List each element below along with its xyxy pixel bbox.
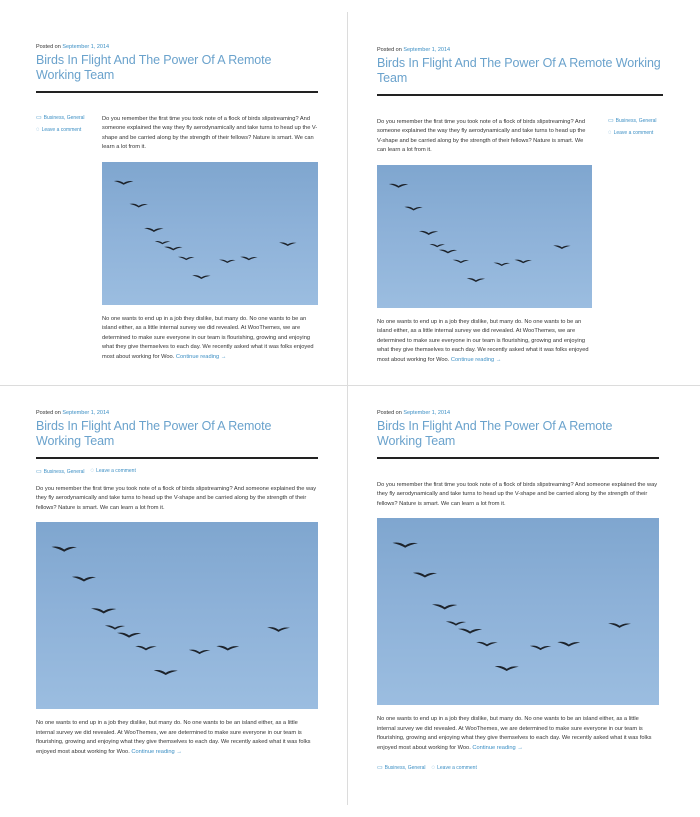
birds-flock: [377, 518, 659, 705]
horizontal-divider: [0, 385, 700, 386]
bird-silhouette: [117, 633, 141, 638]
post-paragraph-1: Do you remember the first time you took note of a flock of birds slipstreaming? And someone explained the way they fly aerodynamically and take turns to head up the V-shape and be carried along by the strength of their fellows? Nature is smart. We can learn a lot from it.: [36, 485, 317, 511]
bird-silhouette: [467, 278, 485, 282]
continue-reading-link[interactable]: Continue reading →: [131, 748, 182, 755]
title-rule: [377, 94, 663, 96]
bird-silhouette: [267, 627, 290, 632]
bird-silhouette: [105, 625, 125, 629]
title-rule: [36, 91, 318, 93]
bird-silhouette: [608, 623, 631, 628]
post-date-link[interactable]: September 1, 2014: [403, 47, 451, 53]
title-rule: [36, 457, 318, 459]
post-image: [102, 162, 318, 305]
bird-silhouette: [389, 183, 408, 187]
categories-link[interactable]: Business, General: [615, 117, 657, 124]
bird-silhouette: [154, 670, 178, 675]
post-paragraph-2: No one wants to end up in a job they dislike, but many do. No one wants to be an island either, as a little internal survey we did revealed. At WooThemes, we are determined to make sure everyone in our team is flourishing, growing and enjoying what they give themselves to each day. We recently asked what it was folks enjoyed most about working for Woo. Continue reading →: [102, 315, 314, 360]
folder-icon: ▭: [608, 117, 614, 124]
bird-silhouette: [164, 246, 182, 250]
panel-left-sidebar: [36, 44, 318, 362]
post-date-link[interactable]: September 1, 2014: [62, 410, 110, 416]
comment-icon: ◌: [36, 126, 40, 133]
bird-silhouette: [439, 249, 457, 253]
post-title[interactable]: Birds In Flight And The Power Of A Remote Working Team: [377, 56, 661, 85]
post-title[interactable]: Birds In Flight And The Power Of A Remote Working Team: [36, 53, 272, 82]
bird-silhouette: [476, 642, 498, 646]
post-meta: Posted on September 1, 2014: [36, 410, 110, 416]
panel-meta-bottom: [377, 410, 659, 771]
bird-silhouette: [72, 577, 96, 582]
bird-silhouette: [129, 203, 147, 207]
birds-flock: [36, 522, 318, 709]
bird-silhouette: [553, 245, 570, 249]
bird-silhouette: [216, 646, 239, 651]
bird-silhouette: [393, 542, 418, 547]
bird-silhouette: [432, 604, 457, 609]
post-paragraph-1: Do you remember the first time you took note of a flock of birds slipstreaming? And someone explained the way they fly aerodynamically and take turns to head up the V-shape and be carried along by the strength of their fellows? Nature is smart. We can learn a lot from it.: [377, 481, 658, 507]
bird-silhouette: [240, 256, 257, 260]
bird-silhouette: [413, 573, 437, 578]
post-meta: Posted on September 1, 2014: [36, 44, 110, 50]
bird-silhouette: [91, 608, 116, 613]
post-inline-meta: [377, 764, 659, 771]
bird-silhouette: [429, 244, 444, 247]
leave-comment-link[interactable]: Leave a comment: [41, 126, 82, 133]
title-rule: [377, 457, 659, 459]
categories-link[interactable]: Business, General: [384, 765, 426, 771]
post-meta: Posted on September 1, 2014: [377, 410, 451, 416]
post-image: [377, 165, 592, 308]
folder-icon: ▭: [36, 114, 42, 121]
comment-icon: ◌: [90, 468, 95, 474]
bird-silhouette: [557, 642, 580, 647]
post-paragraph-2: No one wants to end up in a job they dislike, but many do. No one wants to be an island either, as a little internal survey we did revealed. At WooThemes, we are determined to make sure everyone in our team is flourishing, growing and enjoying what they give themselves to each day. We recently asked what it was folks enjoyed most about working for Woo. Continue reading →: [377, 318, 589, 363]
panel-meta-top: [36, 410, 318, 757]
bird-silhouette: [279, 242, 296, 246]
categories-link[interactable]: Business, General: [43, 468, 85, 475]
categories-link[interactable]: Business, General: [43, 114, 85, 121]
post-image: [36, 522, 318, 709]
post-sidebar-meta: [36, 115, 102, 363]
leave-comment-link[interactable]: Leave a comment: [613, 129, 654, 136]
bird-silhouette: [446, 621, 466, 625]
bird-silhouette: [514, 259, 531, 263]
birds-flock: [102, 162, 318, 305]
bird-silhouette: [458, 629, 482, 634]
comment-icon: ◌: [431, 764, 436, 771]
bird-silhouette: [495, 666, 519, 671]
bird-silhouette: [189, 650, 211, 654]
continue-reading-link[interactable]: Continue reading →: [472, 744, 523, 751]
bird-silhouette: [419, 230, 438, 234]
post-date-link[interactable]: September 1, 2014: [62, 44, 110, 50]
birds-flock: [377, 165, 592, 308]
bird-silhouette: [178, 256, 195, 259]
comment-icon: ◌: [608, 129, 612, 136]
post-paragraph-2: No one wants to end up in a job they dislike, but many do. No one wants to be an island either, as a little internal survey we did revealed. At WooThemes, we are determined to make sure everyone in our team is flourishing, growing and enjoying what they give themselves to each day. We recently asked what it was folks enjoyed most about working for Woo. Continue reading →: [377, 716, 652, 751]
post-inline-meta: [36, 468, 318, 475]
panel-right-sidebar: [377, 47, 663, 365]
post-meta: Posted on September 1, 2014: [377, 47, 451, 53]
post-title[interactable]: Birds In Flight And The Power Of A Remote Working Team: [377, 419, 613, 448]
bird-silhouette: [52, 546, 77, 551]
bird-silhouette: [453, 259, 469, 262]
continue-reading-link[interactable]: Continue reading →: [175, 353, 227, 360]
bird-silhouette: [135, 646, 157, 650]
post-image: [377, 518, 659, 705]
post-sidebar-meta: [608, 118, 658, 366]
post-paragraph-1: Do you remember the first time you took note of a flock of birds slipstreaming? And someone explained the way they fly aerodynamically and take turns to head up the V-shape and be carried along by the strength of their fellows? Nature is smart. We can learn a lot from it.: [377, 118, 586, 153]
bird-silhouette: [155, 241, 171, 244]
post-paragraph-1: Do you remember the first time you took note of a flock of birds slipstreaming? And someone explained the way they fly aerodynamically and take turns to head up the V-shape and be carried along by the strength of their fellows? Nature is smart. We can learn a lot from it.: [102, 115, 318, 150]
bird-silhouette: [219, 259, 236, 262]
leave-comment-link[interactable]: Leave a comment: [437, 764, 477, 771]
leave-comment-link[interactable]: Leave a comment: [96, 468, 136, 474]
bird-silhouette: [530, 646, 552, 650]
vertical-divider: [347, 12, 348, 805]
bird-silhouette: [114, 180, 133, 184]
post-title[interactable]: Birds In Flight And The Power Of A Remote Working Team: [36, 419, 272, 448]
post-paragraph-2: No one wants to end up in a job they dislike, but many do. No one wants to be an island either, as a little internal survey we did revealed. At WooThemes, we are determined to make sure everyone in our team is flourishing, growing and enjoying what they give themselves to each day. We recently asked what it was folks enjoyed most about working for Woo. Continue reading →: [36, 720, 311, 755]
bird-silhouette: [192, 275, 210, 279]
bird-silhouette: [144, 227, 163, 231]
continue-reading-link[interactable]: Continue reading →: [450, 356, 502, 363]
bird-silhouette: [404, 206, 422, 210]
post-date-link[interactable]: September 1, 2014: [403, 410, 451, 416]
folder-icon: ▭: [36, 468, 42, 475]
bird-silhouette: [493, 262, 509, 265]
folder-icon: ▭: [377, 765, 383, 771]
